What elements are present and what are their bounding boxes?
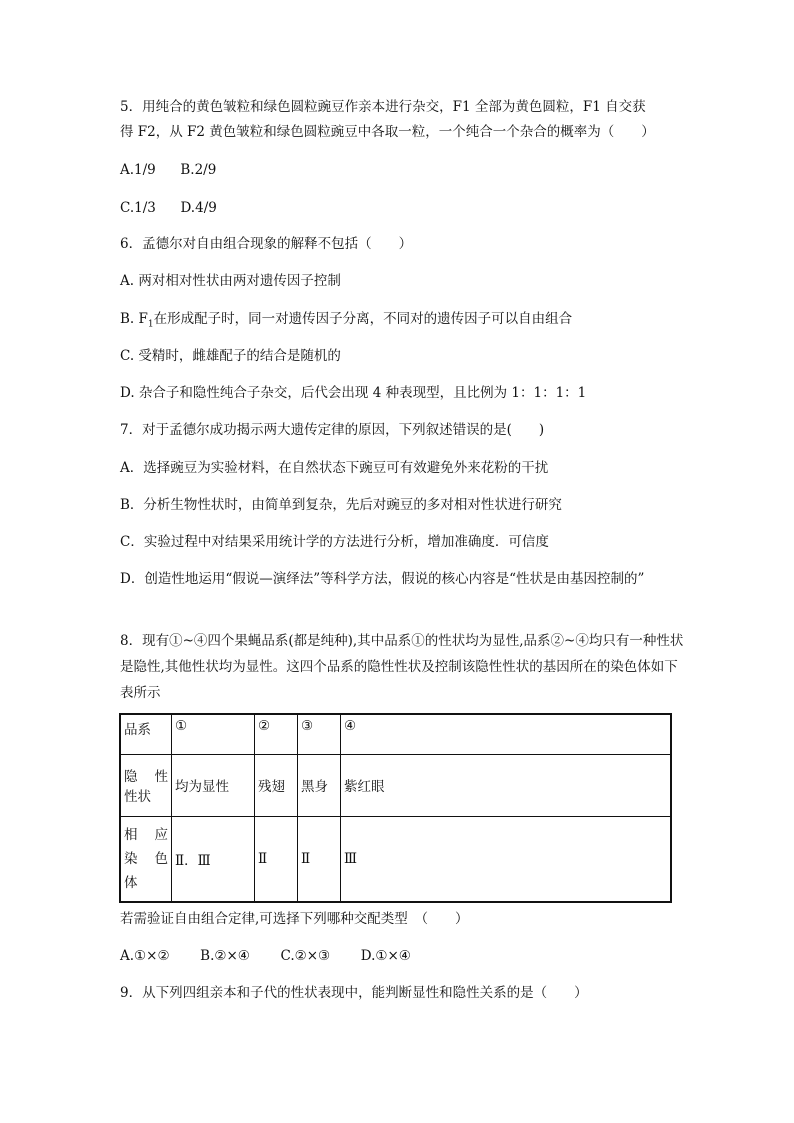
table-row-label — [120, 816, 172, 902]
table-cell: ② — [255, 714, 298, 754]
q6-option-a: A. 两对相对性状由两对遗传因子控制 — [120, 273, 341, 289]
q5-options-cd — [120, 198, 217, 218]
q6-option-b-prefix: B. F — [120, 311, 148, 327]
label-char: 体 — [124, 874, 138, 891]
q5-option-c: C.1/3 — [120, 200, 156, 216]
q8-question: 若需验证自由组合定律,可选择下列哪种交配类型 （ ） — [120, 911, 469, 927]
label-char: 性 — [154, 769, 168, 785]
table-cell: 均为显性 — [172, 754, 255, 816]
table-row — [120, 714, 671, 754]
table-cell: ① — [172, 714, 255, 754]
table-row — [120, 754, 671, 816]
q7-option-b: B．分析生物性状时，由简单到复杂，先后对豌豆的多对相对性状进行研究 — [120, 497, 562, 513]
q7-option-d: D．创造性地运用“假说—演绎法”等科学方法，假说的核心内容是“性状是由基因控制的” — [120, 571, 645, 587]
q5-options-ab — [120, 160, 216, 180]
table-cell: ④ — [341, 714, 672, 754]
q8-option-b: B.②×④ — [200, 948, 250, 964]
label-char: 染 — [124, 850, 138, 867]
label-char: 相 — [124, 826, 138, 843]
q7-option-a: A．选择豌豆为实验材料，在自然状态下豌豆可有效避免外来花粉的干扰 — [120, 460, 549, 476]
q6-option-c: C. 受精时，雌雄配子的结合是随机的 — [120, 348, 341, 364]
label-char: 性状 — [124, 789, 151, 805]
table-cell: ③ — [298, 714, 341, 754]
chromosome-table — [119, 713, 672, 903]
table-cell: Ⅱ — [298, 816, 341, 902]
table-cell: 黑身 — [298, 754, 341, 816]
q6-option-b — [120, 309, 572, 335]
q6-stem: 6．孟德尔对自由组合现象的解释不包括（ ） — [120, 236, 413, 252]
label-char: 隐 — [124, 769, 138, 785]
q8-stem: 8．现有①~④四个果蝇品系(都是纯种),其中品系①的性状均为显性,品系②~④均只有一种性状是隐性,其他性状均为显性。这四个品系的隐性性状及控制该隐性性状的基因所在的染色体如下表所示 — [120, 633, 684, 701]
q7-option-c: C．实验过程中对结果采用统计学的方法进行分析，增加准确度．可信度 — [120, 534, 549, 550]
q6-option-b-subscript: 1 — [147, 319, 154, 330]
q7-stem: 7．对于孟德尔成功揭示两大遗传定律的原因，下列叙述错误的是( ) — [120, 422, 545, 438]
q5-stem-line2: 得 F2，从 F2 黄色皱粒和绿色圆粒豌豆中各取一粒，一个纯合一个杂合的概率为（ ） — [120, 124, 655, 140]
q5-option-a: A.1/9 — [120, 162, 156, 178]
q8-option-a: A.①×② — [120, 948, 170, 964]
table-cell: Ⅱ — [255, 816, 298, 902]
table-cell: 紫红眼 — [341, 754, 672, 816]
q9-stem: 9．从下列四组亲本和子代的性状表现中，能判断显性和隐性关系的是（ ） — [120, 985, 588, 1001]
q8-options — [120, 946, 411, 966]
table-row-label — [120, 754, 172, 816]
table-cell: 残翅 — [255, 754, 298, 816]
table-cell: Ⅱ．Ⅲ — [172, 816, 255, 902]
q5-option-b: B.2/9 — [180, 162, 217, 178]
table-row — [120, 816, 671, 902]
q8-option-d: D.①×④ — [360, 948, 411, 964]
q6-option-d: D. 杂合子和隐性纯合子杂交，后代会出现 4 种表现型，且比例为 1：1：1：1 — [120, 385, 587, 401]
q5-option-d: D.4/9 — [180, 200, 217, 216]
label-char: 色 — [154, 850, 168, 867]
table-cell: 品系 — [120, 714, 172, 754]
q5-stem-line1: 5．用纯合的黄色皱粒和绿色圆粒豌豆作亲本进行杂交，F1 全部为黄色圆粒，F1 自交获 — [120, 99, 646, 115]
table-cell: Ⅲ — [341, 816, 672, 902]
q8-option-c: C.②×③ — [280, 948, 331, 964]
label-char: 应 — [154, 826, 168, 843]
q6-option-b-text: 在形成配子时，同一对遗传因子分离，不同对的遗传因子可以自由组合 — [153, 311, 573, 327]
